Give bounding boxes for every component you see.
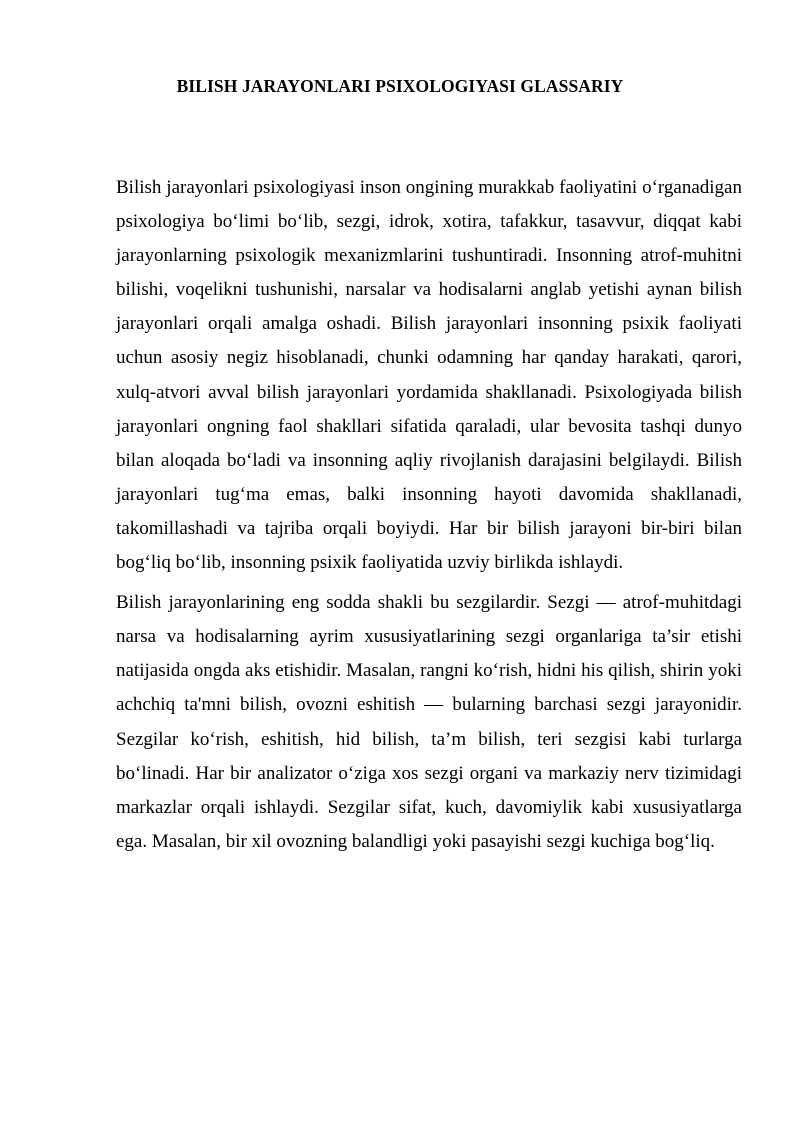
document-body: [116, 171, 742, 865]
document-title: BILISH JARAYONLARI PSIXOLOGIYASI GLASSARIY: [176, 76, 624, 96]
paragraph-sensations: Bilish jarayonlarining eng sodda shakli bu sezgilardir. Sezgi — atrof-muhitdagi narsa va hodisalarning ayrim xususiyatlarining sezgi organlariga ta’sir etishi natijasida ongda aks etishidir. Masalan, rangni ko‘rish, hidni his qilish, shirin yoki achchiq ta'mni bilish, ovozni eshitish — bularning barchasi sezgi jarayonidir. Sezgilar ko‘rish, eshitish, hid bilish, ta’m bilish, teri sezgisi kabi turlarga bo‘linadi. Har bir analizator o‘ziga xos sezgi organi va markaziy nerv tizimidagi markazlar orqali ishlaydi. Sezgilar sifat, kuch, davomiylik kabi xususiyatlarga ega. Masalan, bir xil ovozning balandligi yoki pasayishi sezgi kuchiga bog‘liq.: [116, 592, 742, 852]
paragraph-intro: Bilish jarayonlari psixologiyasi inson ongining murakkab faoliyatini o‘rganadigan psixologiya bo‘limi bo‘lib, sezgi, idrok, xotira, tafakkur, tasavvur, diqqat kabi jarayonlarning psixologik mexanizmlarini tushuntiradi. Insonning atrof-muhitni bilishi, voqelikni tushunishi, narsalar va hodisalarni anglab yetishi aynan bilish jarayonlari orqali amalga oshadi. Bilish jarayonlari insonning psixik faoliyati uchun asosiy negiz hisoblanadi, chunki odamning har qanday harakati, qarori, xulq-atvori avval bilish jarayonlari yordamida shakllanadi. Psixologiyada bilish jarayonlari ongning faol shakllari sifatida qaraladi, ular bevosita tashqi dunyo bilan aloqada bo‘ladi va insonning aqliy rivojlanish darajasini belgilaydi. Bilish jarayonlari tug‘ma emas, balki insonning hayoti davomida shakllanadi, takomillashadi va tajriba orqali boyiydi. Har bir bilish jarayoni bir-biri bilan bog‘liq bo‘lib, insonning psixik faoliyatida uzviy birlikda ishlaydi.: [116, 177, 742, 574]
